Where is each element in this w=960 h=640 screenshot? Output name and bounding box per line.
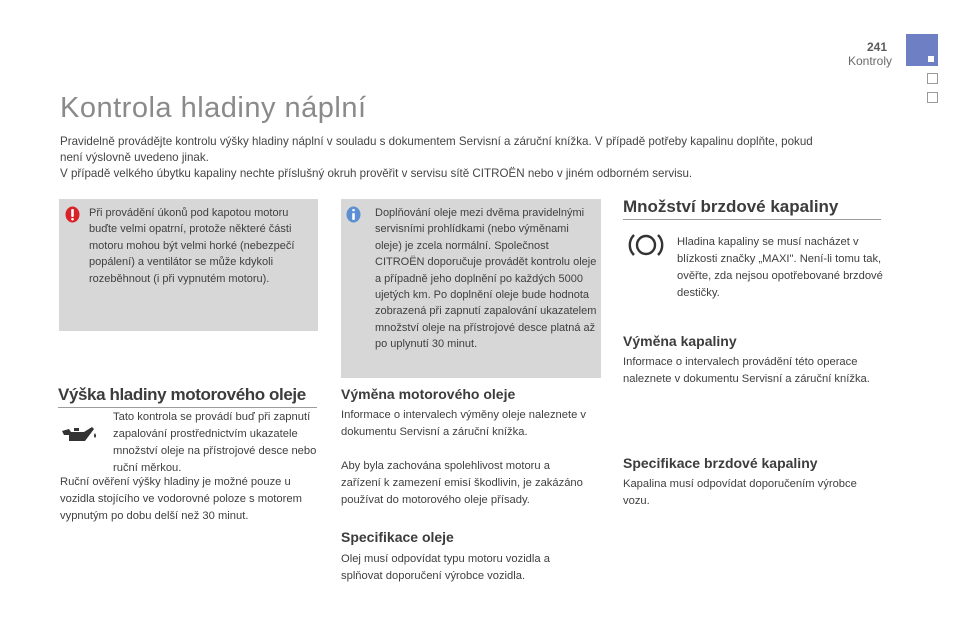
info-box — [341, 199, 601, 378]
brake-spec-text: Kapalina musí odpovídat doporučením výrobce vozu. — [623, 478, 857, 507]
divider — [58, 407, 317, 408]
oil-level-text-2: Ruční ověření výšky hladiny je možné pouze u vozidla stojícího ve vodorovné poloze s motorem vypnutým po dobu delší než 30 minut. — [60, 476, 302, 522]
section-tab[interactable] — [927, 73, 938, 84]
section-label: Kontroly — [847, 54, 892, 68]
page-number: 241 — [866, 40, 887, 54]
oil-can-icon — [60, 423, 100, 445]
intro-line: Pravidelně provádějte kontrolu výšky hladiny náplní v souladu s dokumentem Servisní a záruční knížka. V případě potřeby kapalinu doplňte, pokud — [60, 135, 813, 148]
brake-level-heading: Množství brzdové kapaliny — [623, 197, 839, 216]
brake-change-text: Informace o intervalech provádění této operace naleznete v dokumentu Servisní a záruční knížka. — [623, 356, 870, 385]
brake-change-heading: Výměna kapaliny — [623, 333, 737, 349]
oil-change-heading: Výměna motorového oleje — [341, 386, 516, 402]
oil-change-text: Informace o intervalech výměny oleje naleznete v dokumentu Servisní a záruční knížka. — [341, 409, 587, 438]
divider — [623, 219, 881, 220]
section-tab[interactable] — [927, 92, 938, 103]
intro-line: V případě velkého úbytku kapaliny nechte příslušný okruh prověřit v servisu sítě CITROËN nebo v jiném odborném servisu. — [60, 167, 693, 180]
intro-text — [60, 134, 880, 182]
oil-change-text-2: Aby byla zachována spolehlivost motoru a zařízení k zamezení emisí škodlivin, je zakázáno používat do motorového oleje přísady. — [341, 460, 583, 506]
oil-spec-text: Olej musí odpovídat typu motoru vozidla a splňovat doporučení výrobce vozidla. — [341, 553, 550, 582]
intro-line: není výslovně uvedeno jinak. — [60, 151, 209, 164]
oil-level-text: Tato kontrola se provádí buď při zapnutí zapalování prostřednictvím ukazatele množství oleje na přístrojové desce nebo ruční měrkou. — [113, 411, 317, 474]
brake-warning-icon — [628, 231, 664, 259]
section-tab-active[interactable] — [906, 34, 938, 66]
page-title: Kontrola hladiny náplní — [60, 92, 367, 124]
warning-icon — [65, 206, 80, 223]
info-text: Doplňování oleje mezi dvěma pravidelnými servisními prohlídkami (nebo výměnami oleje) je zcela normální. Společnost CITROËN doporučuje provádět kontrolu oleje a případně jeho doplnění po každých 5000 ujetých km. Po doplnění oleje bude hodnota zobrazená při zapnutí zapalování ukazatelem množství oleje na přístrojové desce platná až po uplynutí 30 minut. — [375, 207, 597, 351]
tab-marker — [928, 56, 934, 62]
warning-box — [59, 199, 318, 331]
oil-spec-heading: Specifikace oleje — [341, 529, 454, 545]
warning-text: Při provádění úkonů pod kapotou motoru buďte velmi opatrní, protože některé části motoru mohou být velmi horké (nebezpečí popálení) a ventilátor se může kdykoli rozeběhnout (i při vypnutém motoru). — [89, 207, 295, 285]
brake-spec-heading: Specifikace brzdové kapaliny — [623, 455, 818, 471]
oil-level-heading: Výška hladiny motorového oleje — [58, 385, 306, 404]
info-icon — [346, 206, 361, 223]
brake-level-text: Hladina kapaliny se musí nacházet v blízkosti značky „MAXI". Není-li tomu tak, ověřte, zda nejsou opotřebované brzdové destičky. — [677, 236, 883, 299]
